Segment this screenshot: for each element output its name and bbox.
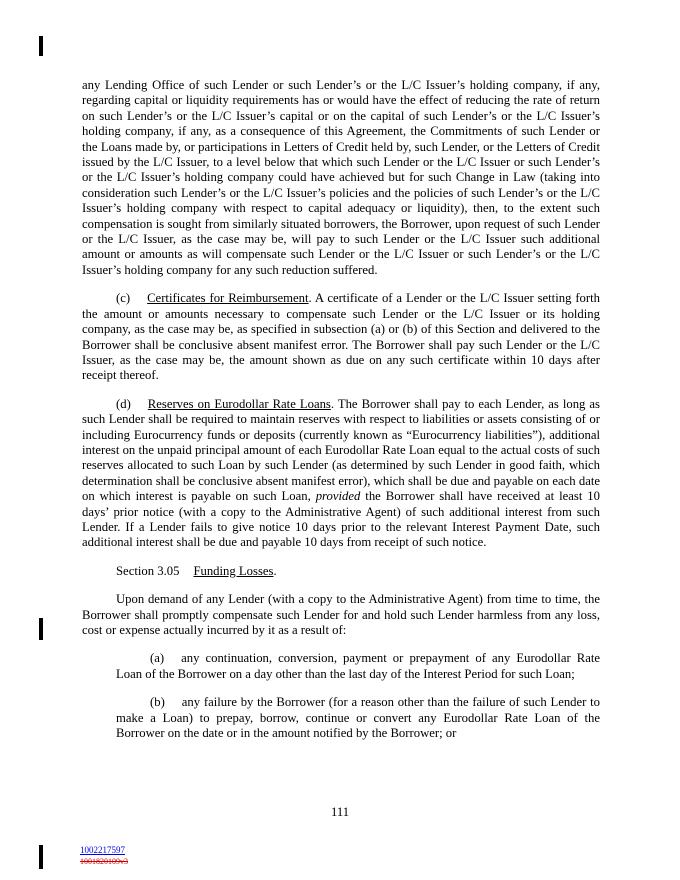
clause-c-body: . A certificate of a Lender or the L/C Issuer setting forth the amount or amounts necessary to compensate such Lender or the L/C Issuer or its holding company, as the case may be, as specified in subsection (a) or (b) of this Section and delivered to the Borrower shall be conclusive absent manifest error. The Borrower shall pay such Lender or the L/C Issuer, as the case may be, the amount shown as due on any such certificate within 10 days after receipt thereof. — [82, 291, 600, 383]
footer-doc-id-strikethrough: 1001820109v3 — [80, 857, 128, 866]
revision-bar-top — [39, 36, 43, 56]
item-a-label: (a) — [150, 651, 165, 666]
revision-bar-bottom — [39, 845, 43, 869]
clause-d-label: (d) — [116, 396, 131, 411]
document-body — [82, 78, 600, 754]
list-item-a — [116, 651, 600, 682]
clause-d-body-part2: the Borrower shall have received at least 10 days’ prior notice (with a copy to the Administrative Agent) of such additional interest from such Lender. If a Lender fails to give notice 10 days prior to the relevant Interest Payment Date, such additional interest shall be due and payable 10 days from receipt of such notice. — [82, 489, 600, 550]
paragraph-continuation: any Lending Office of such Lender or such Lender’s or the L/C Issuer’s holding company, if any, regarding capital or liquidity requirements has or would have the effect of reducing the rate of return on such Lender’s or the L/C Issuer’s capital or on the capital of such Lender’s or the L/C Issuer’s holding company, if any, as a consequence of this Agreement, the Commitments of such Lender or the Loans made by, or participations in Letters of Credit held by, such Lender, or the Letters of Credit issued by the L/C Issuer, to a level below that which such Lender or the L/C Issuer or such Lender’s or the L/C Issuer’s holding company could have achieved but for such Change in Law (taking into consideration such Lender’s or the L/C Issuer’s policies and the policies of such Lender’s or the L/C Issuer’s holding company with respect to capital adequacy or liquidity), then, to the extent such compensation is sought from similarly situated borrowers, the Borrower, upon request of such Lender or the L/C Issuer, as the case may be, will pay to such Lender or the L/C Issuer such additional amount or amounts as will compensate such Lender or the L/C Issuer or such Lender’s or the L/C Issuer’s holding company for any such reduction suffered. — [82, 78, 600, 277]
page-number: 111 — [330, 805, 350, 819]
section-3-05-title: Funding Losses — [193, 563, 274, 578]
item-b-label: (b) — [150, 695, 165, 710]
section-3-05-period: . — [273, 563, 277, 578]
item-a-body: any continuation, conversion, payment or prepayment of any Eurodollar Rate Loan of the Borrower on a day other than the last day of the Interest Period for such Loan; — [116, 651, 600, 681]
revision-bar-middle — [39, 618, 43, 640]
section-3-05-heading-line — [82, 564, 600, 579]
clause-d-heading: Reserves on Eurodollar Rate Loans — [147, 396, 331, 411]
clause-d-provided-word: provided — [315, 489, 361, 504]
footer-doc-id-link[interactable]: 1002217597 — [80, 845, 125, 855]
list-item-b — [116, 695, 600, 741]
clause-c-label: (c) — [116, 291, 131, 306]
clause-d-body-part1: . The Borrower shall pay to each Lender, as long as such Lender shall be required to maintain reserves with respect to liabilities or assets consisting of or including Eurocurrency funds or deposits (currently known as “Eurocurrency liabilities”), additional interest on the unpaid principal amount of each Eurodollar Rate Loan equal to the actual costs of such reserves allocated to such Loan by such Lender (as determined by such Lender in good faith, which determination shall be conclusive absent manifest error), which shall be due and payable on each date on which interest is payable on such Loan, — [82, 396, 600, 504]
section-3-05-label: Section 3.05 — [116, 563, 180, 578]
item-b-body: any failure by the Borrower (for a reason other than the failure of such Lender to make a Loan) to prepay, borrow, continue or convert any Eurodollar Rate Loan of the Borrower on the date or in the amount notified by the Borrower; or — [116, 695, 600, 741]
paragraph-demand: Upon demand of any Lender (with a copy to the Administrative Agent) from time to time, the Borrower shall promptly compensate such Lender for and hold such Lender harmless from any loss, cost or expense actually incurred by it as a result of: — [82, 592, 600, 637]
document-footer — [80, 845, 128, 867]
paragraph-clause-c — [82, 291, 600, 383]
paragraph-clause-d — [82, 397, 600, 551]
clause-c-heading: Certificates for Reimbursement — [147, 291, 309, 306]
